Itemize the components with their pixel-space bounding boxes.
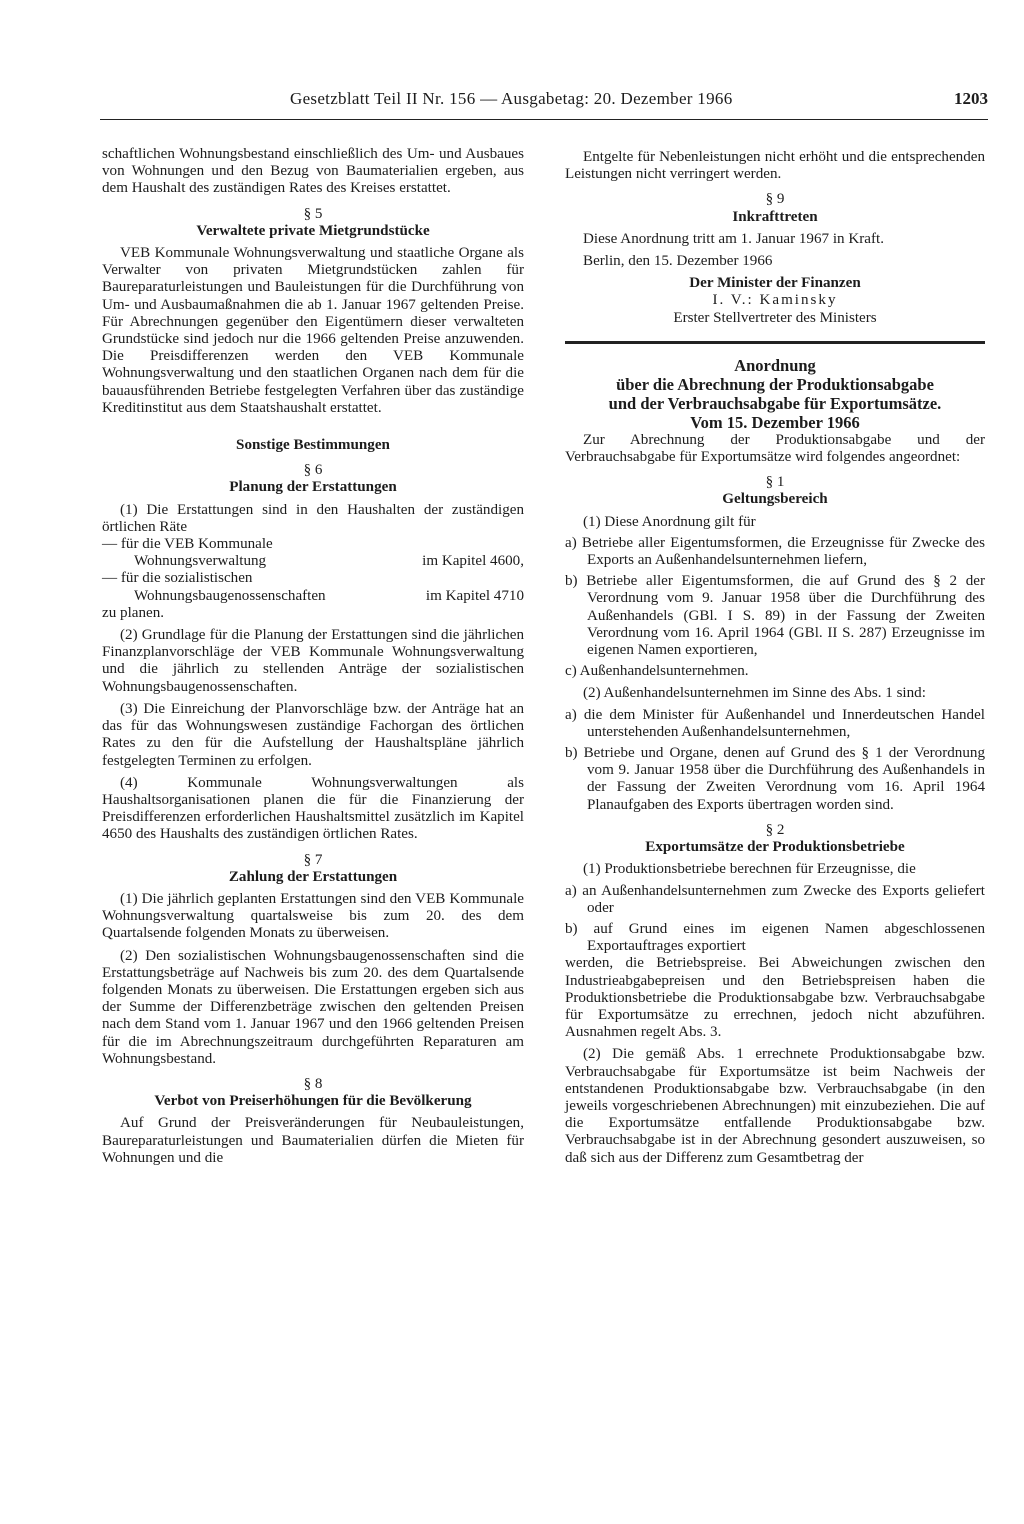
section-5-number: § 5 bbox=[303, 205, 323, 222]
section-5-paragraph: VEB Kommunale Wohnungsverwaltung und staatliche Organe als Verwalter von privaten Mietgrundstücken zahlen für Baureparaturleistungen und Bauleistungen für die Durchführung von Um- und Ausbaumaßnahmen die ab 1. Januar 1967 geltenden Preise. Für Abrechnungen gegenüber den Eigentümern dieser verwalteten Grundstücke sind jedoch nur die 1966 geltenden Preise anzuwenden. Die Preisdifferenzen werden den VEB Kommunale Wohnungsverwaltung und den staatlichen Organen nach dem für die bauausführenden Betriebe festgelegten Verfahren über das zuständige Kreditinstitut aus dem Staatshaushalt erstattet. bbox=[102, 245, 524, 416]
section-7-paragraph-2: (2) Den sozialistischen Wohnungsbaugenossenschaften sind die Erstattungsbeträge auf Nachweis bis zum 20. des dem Quartalsende folgenden Monats zu überweisen. Die Erstattungen ergeben sich aus der Summe der Differenzbeträge zwischen den geltenden Preisen nach dem Stand vom 1. Januar 1967 und den 1966 geltenden Preisen für die im Abrechnungszeitraum durchgeführten Reparaturen am Wohnungsbestand. bbox=[102, 947, 524, 1067]
dash-item-2 bbox=[102, 570, 524, 604]
dash-item-2-label: Wohnungsbaugenossenschaften bbox=[134, 587, 326, 604]
section-1-item-a: a) Betriebe aller Eigentumsformen, die Erzeugnisse für Zwecke des Exports an Außenhandelsunternehmen liefern, bbox=[565, 534, 985, 569]
section-2-paragraph-1-cont: werden, die Betriebspreise. Bei Abweichungen zwischen den Industrieabgabepreisen und den Betriebspreisen haben die Produktionsbetriebe die Produktionsabgabe bzw. Verbrauchsabgabe für Exportumsätze zu errechnen, jedoch nicht abzuführen. Ausnahmen regelt Abs. 3. bbox=[565, 955, 985, 1041]
section-2-item-b: b) auf Grund eines im eigenen Namen abgeschlossenen Exportauftrages exportiert bbox=[565, 920, 985, 955]
section-9-number: § 9 bbox=[765, 191, 785, 208]
section-2-number: § 2 bbox=[765, 821, 785, 838]
anordnung-title-2: über die Abrechnung der Produktionsabgabe bbox=[616, 374, 934, 394]
section-1-item-b2: b) Betriebe und Organe, denen auf Grund des § 1 der Verordnung vom 9. Januar 1958 über die Durchführung des Außenhandels in der Fassung der Zweiten Verordnung vom 16. April 1964 Planaufgaben des Exports übertragen worden sind. bbox=[565, 745, 985, 813]
section-1-item-b: b) Betriebe aller Eigentumsformen, die auf Grund des § 2 der Verordnung vom 9. Januar 1958 über die Durchführung des Außenhandels (GBl. I S. 89) in der Fassung der Zweiten Verordnung vom 16. April 1964 (GBl. II S. 287) Erzeugnisse im eigenen Namen exportieren, bbox=[565, 573, 985, 659]
section-8-title: Verbot von Preiserhöhungen für die Bevölkerung bbox=[154, 1093, 472, 1110]
section-6-paragraph-3: (3) Die Einreichung der Planvorschläge bzw. der Anträge hat an das für das Wohnungswesen zuständige Fachorgan des örtlichen Rates zu den für die Aufstellung der Haushaltspläne jährlich festgelegten Terminen zu erfolgen. bbox=[102, 700, 524, 769]
right-intro: Entgelte für Nebenleistungen nicht erhöht und die entsprechenden Leistungen nicht verringert werden. bbox=[565, 149, 985, 183]
section-2-title: Exportumsätze der Produktionsbetriebe bbox=[645, 839, 905, 856]
place-date: Berlin, den 15. Dezember 1966 bbox=[583, 253, 773, 270]
section-6-number: § 6 bbox=[303, 462, 323, 479]
dash-item-1-row bbox=[118, 553, 524, 570]
section-8-number: § 8 bbox=[303, 1075, 323, 1092]
dash-item-2-chapter: im Kapitel 4710 bbox=[425, 587, 524, 604]
section-1-number: § 1 bbox=[765, 474, 785, 491]
signature-org: Der Minister der Finanzen bbox=[689, 275, 861, 292]
section-6-title: Planung der Erstattungen bbox=[229, 479, 397, 496]
sonstige-heading: Sonstige Bestimmungen bbox=[236, 437, 390, 454]
section-1-title: Geltungsbereich bbox=[722, 491, 828, 508]
section-6-paragraph-1-end: zu planen. bbox=[102, 604, 165, 621]
dash-item-2-row bbox=[118, 588, 524, 605]
left-intro: schaftlichen Wohnungsbestand einschließlich des Um- und Ausbaues von Wohnungen und den Bezug von Baumaterialien ergeben, aus dem Haushalt des zuständigen Rates des Kreises erstattet. bbox=[102, 146, 524, 197]
dash-item-1-chapter: im Kapitel 4600, bbox=[422, 553, 524, 570]
dash-item-1-label: Wohnungsverwaltung bbox=[134, 553, 267, 570]
dash-item-1 bbox=[102, 536, 524, 570]
section-1-paragraph-2: (2) Außenhandelsunternehmen im Sinne des Abs. 1 sind: bbox=[583, 685, 926, 702]
section-7-number: § 7 bbox=[303, 851, 323, 868]
section-2-paragraph-2: (2) Die gemäß Abs. 1 errechnete Produktionsabgabe bzw. Verbrauchsabgabe für Exportumsätze ist beim Nachweis der entstandenen Produktionsabgabe bzw. Verbrauchsabgabe (in den jeweils vorgeschriebenen Abrechnungen) mit einzubeziehen. Die auf die Exportumsätze entfallende Produktionsabgabe bzw. Verbrauchsabgabe ist in der Abrechnung gesondert auszuweisen, so daß sich aus der Differenz zum Gesamtbetrag der bbox=[565, 1046, 985, 1166]
section-1-item-c: c) Außenhandelsunternehmen. bbox=[565, 663, 749, 680]
section-9-title: Inkrafttreten bbox=[732, 208, 818, 225]
dash-item-1-line-1: — für die VEB Kommunale bbox=[102, 536, 273, 553]
anordnung-date: Vom 15. Dezember 1966 bbox=[690, 412, 860, 432]
section-6-paragraph-1: (1) Die Erstattungen sind in den Haushalten der zuständigen örtlichen Räte bbox=[102, 501, 524, 535]
section-2-paragraph-1: (1) Produktionsbetriebe berechnen für Erzeugnisse, die bbox=[583, 861, 916, 878]
section-6-paragraph-2: (2) Grundlage für die Planung der Erstattungen sind die jährlichen Finanzplanvorschläge der VEB Kommunale Wohnungsverwaltung und die jährlich zu stellenden Anträge der sozialistischen Wohnungsbaugenossenschaften. bbox=[102, 627, 524, 695]
dash-item-2-line-1: — für die sozialistischen bbox=[102, 570, 253, 587]
anordnung-title-3: und der Verbrauchsabgabe für Exportumsätze. bbox=[608, 393, 942, 413]
section-6-paragraph-4: (4) Kommunale Wohnungsverwaltungen als Haushaltsorganisationen planen die für die Finanzierung der Preisdifferenzen erforderlichen Haushaltsmittel zusätzlich im Kapitel 4650 des Haushalts des zuständigen örtlichen Rates. bbox=[102, 774, 524, 843]
section-1-item-a2: a) die dem Minister für Außenhandel und Innerdeutschen Handel unterstehenden Außenhandelsunternehmen, bbox=[565, 706, 985, 740]
section-7-paragraph-1: (1) Die jährlich geplanten Erstattungen sind den VEB Kommunale Wohnungsverwaltung quartalsweise bis zum 20. des dem Quartalsende folgenden Monats zu überweisen. bbox=[102, 890, 524, 942]
left-column bbox=[102, 146, 524, 1167]
signature-role: Erster Stellvertreter des Ministers bbox=[673, 309, 877, 326]
running-title: Gesetzblatt Teil II Nr. 156 — Ausgabetag: 20. Dezember 1966 bbox=[290, 89, 733, 108]
page-header bbox=[100, 89, 988, 120]
section-5-title: Verwaltete private Mietgrundstücke bbox=[196, 222, 430, 239]
section-9-paragraph: Diese Anordnung tritt am 1. Januar 1967 in Kraft. bbox=[583, 230, 884, 247]
section-7-title: Zahlung der Erstattungen bbox=[228, 868, 398, 885]
section-1-paragraph-1: (1) Diese Anordnung gilt für bbox=[583, 513, 756, 530]
page-number: 1203 bbox=[954, 89, 988, 108]
anordnung-intro: Zur Abrechnung der Produktionsabgabe und der Verbrauchsabgabe für Exportumsätze wird folgendes angeordnet: bbox=[565, 431, 985, 466]
signature-name: I. V.: Kaminsky bbox=[712, 292, 838, 309]
section-divider bbox=[565, 341, 985, 344]
section-8-paragraph: Auf Grund der Preisveränderungen für Neubauleistungen, Baureparaturleistungen und Baumaterialien dürfen die Mieten für Wohnungen und die bbox=[102, 1115, 524, 1166]
right-column bbox=[565, 149, 985, 1167]
anordnung-title-1: Anordnung bbox=[734, 355, 816, 375]
section-2-item-a: a) an Außenhandelsunternehmen zum Zwecke des Exports geliefert oder bbox=[565, 882, 985, 916]
